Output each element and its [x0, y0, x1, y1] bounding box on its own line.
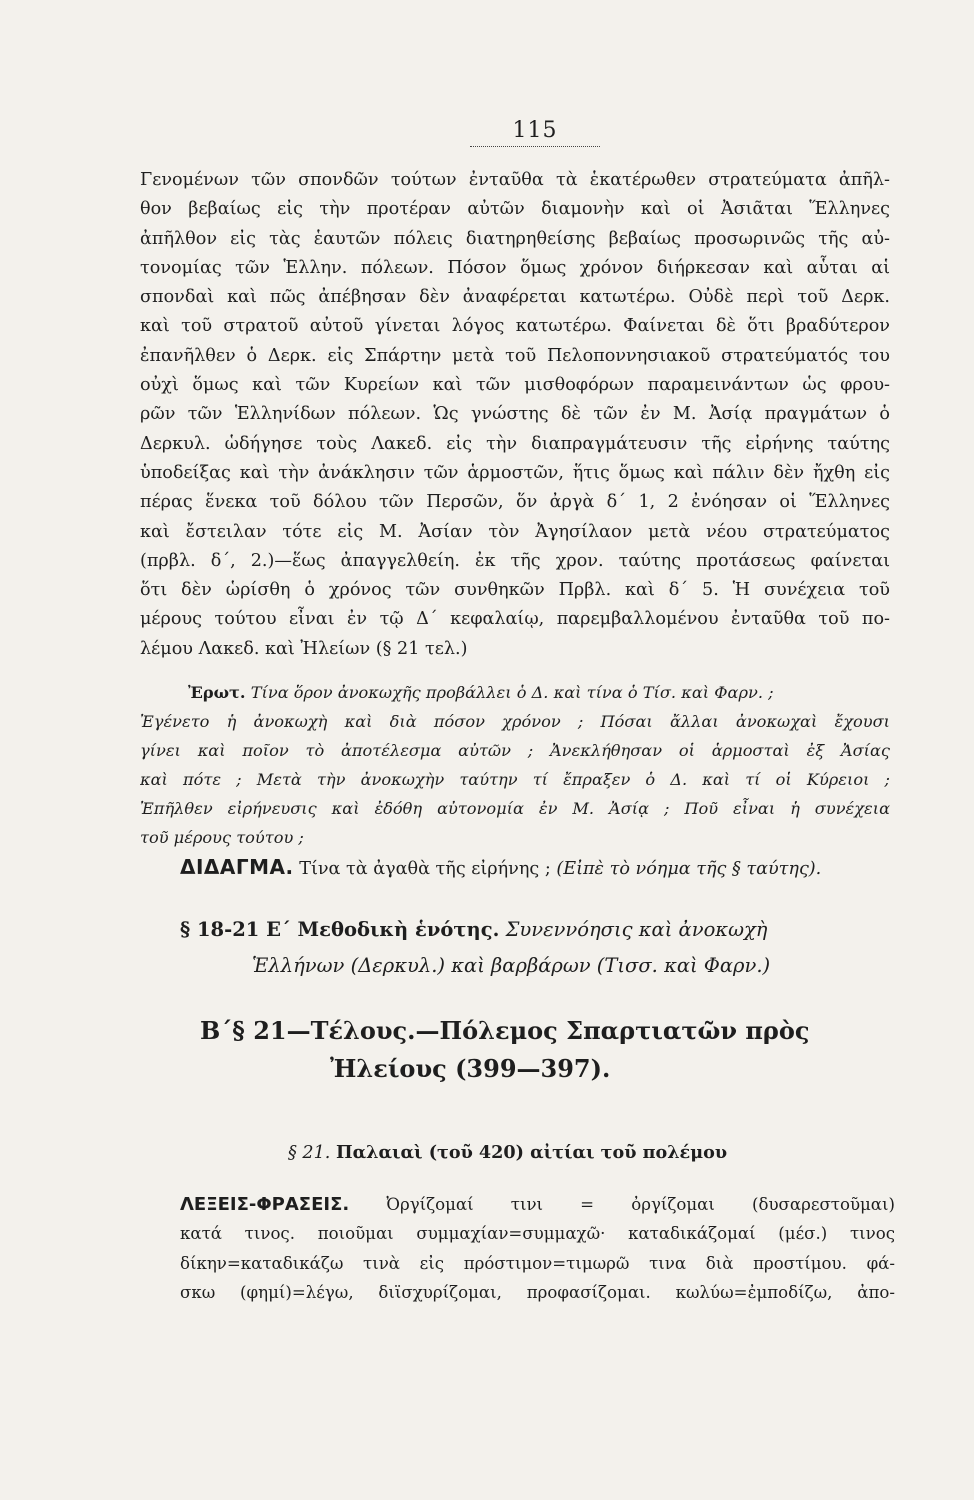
vocabulary-label: ΛΕΞΕΙΣ-ΦΡΑΣΕΙΣ. [180, 1194, 350, 1215]
question-line: τοῦ μέρους τούτου ; [140, 828, 304, 848]
paragraph-line: λέμου Λακεδ. καὶ Ἠλείων (§ 21 τελ.) [140, 638, 468, 659]
vocabulary-line: δίκην=καταδικάζω τινὰ εἰς πρόστιμον=τιμωρῶ τινα διὰ προστίμου. φά- [180, 1253, 895, 1273]
chapter-title [200, 1012, 880, 1088]
paragraph-line: οὐχὶ ὅμως καὶ τῶν Κυρείων καὶ τῶν μισθοφόρων παραμεινάντων ὡς φρου- [140, 375, 890, 396]
chapter-title-line: Β΄§ 21—Τέλους.—Πόλεμος Σπαρτιατῶν πρὸς [200, 1016, 810, 1045]
paragraph-line: ὅτι δὲν ὡρίσθη ὁ χρόνος τῶν συνθηκῶν Πρβλ. καὶ δ΄ 5. Ἡ συνέχεια τοῦ [140, 580, 890, 601]
question-line: Ἐγένετο ἡ ἀνοκωχὴ καὶ διὰ πόσον χρόνον ; Πόσαι ἄλλαι ἀνοκωχαὶ ἔχουσι [140, 712, 890, 732]
vocabulary-block [180, 1190, 895, 1308]
didagma-note: (Εἰπὲ τὸ νόημα τῆς § ταύτης). [556, 859, 822, 879]
paragraph-line: θον βεβαίως εἰς τὴν προτέραν αὐτῶν διαμονὴν καὶ οἱ Ἀσιᾶται Ἕλληνες [140, 199, 890, 220]
questions-block [140, 678, 890, 853]
section-heading [180, 912, 900, 984]
paragraph-line: καὶ τοῦ στρατοῦ αὐτοῦ γίνεται λόγος κατωτέρω. Φαίνεται δὲ ὅτι βραδύτερον [140, 316, 890, 337]
question-line [140, 678, 890, 707]
vocabulary-line: κατά τινος. ποιοῦμαι συμμαχίαν=συμμαχῶ· καταδικάζομαί (μέσ.) τινος [180, 1224, 895, 1244]
paragraph-line: Γενομένων τῶν σπονδῶν τούτων ἐνταῦθα τὰ ἑκατέρωθεν στρατεύματα ἀπῆλ- [140, 170, 890, 190]
didagma-label: ΔΙΔΑΓΜΑ. [180, 855, 294, 879]
paragraph-line: (πρβλ. δ΄, 2.)—ἕως ἀπαγγελθείη. ἐκ τῆς χρον. ταύτης προτάσεως φαίνεται [140, 550, 890, 571]
chapter-title-line: Ἠλείους (399—397). [330, 1054, 611, 1083]
section-title: Συνεννόησις καὶ ἀνοκωχὴ [505, 918, 768, 941]
paragraph-line: τονομίας τῶν Ἑλλην. πόλεων. Πόσον ὅμως χρόνον διήρκεσαν καὶ αὗται αἱ [140, 257, 890, 278]
subsection-heading [288, 1142, 888, 1163]
vocabulary-line: σκω (φημί)=λέγω, διϊσχυρίζομαι, προφασίζομαι. κωλύω=ἐμποδίζω, ἀπο- [180, 1283, 895, 1303]
page-number: 115 [512, 118, 558, 143]
questions-label: Ἐρωτ. [188, 683, 246, 702]
question-text: Τίνα ὅρον ἀνοκωχῆς προβάλλει ὁ Δ. καὶ τίνα ὁ Τίσ. καὶ Φαρν. ; [250, 683, 774, 702]
paragraph-line: καὶ ἔστειλαν τότε εἰς Μ. Ἀσίαν τὸν Ἀγησίλαον μετὰ νέου στρατεύματος [140, 521, 890, 542]
vocabulary-line [180, 1190, 895, 1219]
question-line: καὶ πότε ; Μετὰ τὴν ἀνοκωχὴν ταύτην τί ἔπραξεν ὁ Δ. καὶ τί οἱ Κύρειοι ; [140, 770, 890, 790]
section-title-continued: Ἑλλήνων (Δερκυλ.) καὶ βαρβάρων (Τισσ. καὶ Φαρν.) [252, 954, 771, 977]
paragraph-line: Δερκυλ. ὡδήγησε τοὺς Λακεδ. εἰς τὴν διαπραγμάτευσιν τῆς εἰρήνης ταύτης [140, 433, 890, 454]
paragraph-line: ἐπανῆλθεν ὁ Δερκ. εἰς Σπάρτην μετὰ τοῦ Πελοποννησιακοῦ στρατεύματός του [140, 345, 890, 366]
paragraph-line: σπονδαὶ καὶ πῶς ἀπέβησαν δὲν ἀναφέρεται κατωτέρω. Οὐδὲ περὶ τοῦ Δερκ. [140, 287, 890, 308]
question-line: Ἐπῆλθεν εἰρήνευσις καὶ ἐδόθη αὐτονομία ἐν Μ. Ἀσίᾳ ; Ποῦ εἶναι ἡ συνέχεια [140, 799, 890, 819]
paragraph-line: ἀπῆλθον εἰς τὰς ἑαυτῶν πόλεις διατηρηθείσης βεβαίως προσωρινῶς τῆς αὐ- [140, 228, 890, 249]
paragraph-line: ρῶν τῶν Ἑλληνίδων πόλεων. Ὡς γνώστης δὲ τῶν ἐν Μ. Ἀσίᾳ πραγμάτων ὁ [140, 404, 890, 425]
page-number-rule [470, 146, 600, 147]
subsection-title: Παλαιαὶ (τοῦ 420) αἰτίαι τοῦ πολέμου [335, 1142, 728, 1163]
vocabulary-text: Ὀργίζομαί τινι = ὀργίζομαι (δυσαρεστοῦμαι) [386, 1195, 895, 1214]
question-line: γίνει καὶ ποῖον τὸ ἀποτέλεσμα αὐτῶν ; Ἀνεκλήθησαν οἱ ἁρμοσταὶ ἐξ Ἀσίας [140, 741, 890, 761]
didagma-line [180, 855, 900, 879]
paragraph-line: ὑποδείξας καὶ τὴν ἀνάκλησιν τῶν ἁρμοστῶν, ἥτις ὅμως καὶ πάλιν δὲν ἤχθη εἰς [140, 462, 890, 483]
didagma-text: Τίνα τὰ ἀγαθὰ τῆς εἰρήνης ; [299, 859, 551, 879]
paragraph-line: μέρους τούτου εἶναι ἐν τῷ Δ΄ κεφαλαίῳ, παρεμβαλλομένου ἐνταῦθα τοῦ πο- [140, 609, 890, 630]
subsection-number: § 21. [288, 1143, 331, 1163]
main-paragraph [140, 166, 890, 664]
section-number: § 18-21 Ε΄ Μεθοδικὴ ἑνότης. [180, 918, 500, 941]
paragraph-line: πέρας ἕνεκα τοῦ δόλου τῶν Περσῶν, ὅν ἀργὰ δ΄ 1, 2 ἐνόησαν οἱ Ἕλληνες [140, 492, 890, 513]
